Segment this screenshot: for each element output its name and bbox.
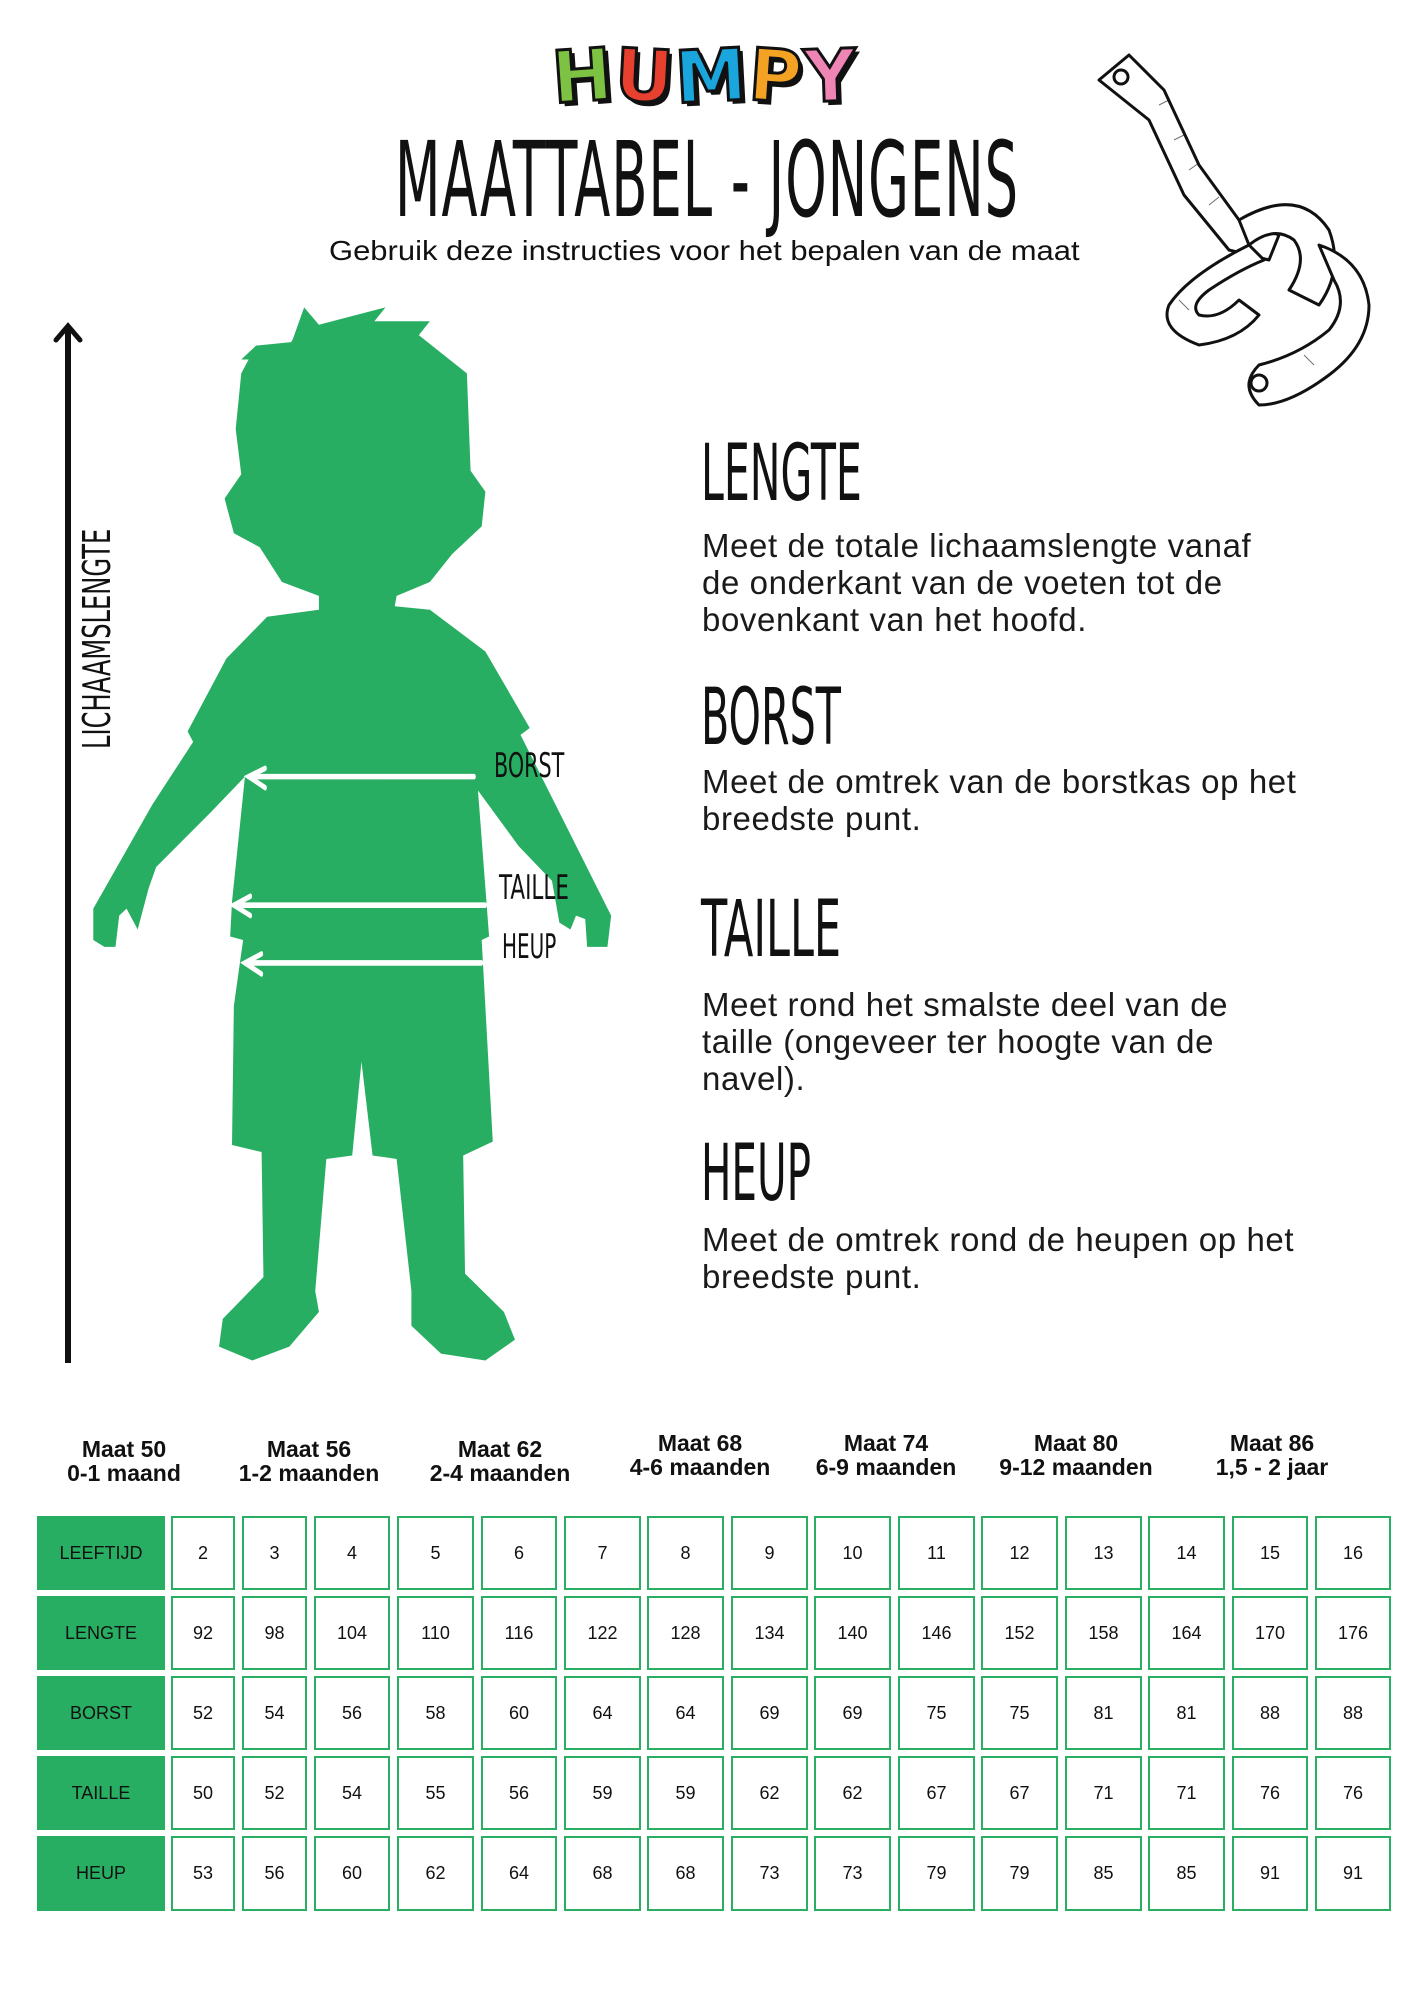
- table-cell: 50: [171, 1756, 235, 1830]
- table-cell: 9: [731, 1516, 808, 1590]
- table-cell: 88: [1232, 1676, 1308, 1750]
- taille-heading-text: TAILLE: [701, 885, 842, 975]
- table-cell: 16: [1315, 1516, 1391, 1590]
- table-cell: 56: [481, 1756, 557, 1830]
- size-group-header: [796, 1431, 976, 1479]
- table-cell: 73: [814, 1836, 891, 1911]
- table-cell: 64: [564, 1676, 641, 1750]
- table-cell: 73: [731, 1836, 808, 1911]
- table-cell: 14: [1148, 1516, 1225, 1590]
- heup-label-text: HEUP: [502, 927, 557, 967]
- age-label: 1,5 - 2 jaar: [1215, 1454, 1329, 1480]
- table-cell: 52: [171, 1676, 235, 1750]
- table-cell: 60: [481, 1676, 557, 1750]
- row-label: LENGTE: [37, 1596, 165, 1670]
- table-cell: 91: [1315, 1836, 1391, 1911]
- table-cell: 92: [171, 1596, 235, 1670]
- logo-letter: U: [612, 32, 676, 120]
- table-cell: 11: [898, 1516, 975, 1590]
- lengte-heading: [701, 429, 862, 519]
- table-cell: 64: [647, 1676, 724, 1750]
- page-title: [395, 119, 1020, 241]
- table-cell: 140: [814, 1596, 891, 1670]
- table-cell: 68: [564, 1836, 641, 1911]
- table-cell: 79: [898, 1836, 975, 1911]
- row-label: HEUP: [37, 1836, 165, 1911]
- size-label: Maat 74: [843, 1430, 929, 1456]
- size-label: Maat 50: [81, 1436, 167, 1462]
- table-cell: 91: [1232, 1836, 1308, 1911]
- lengte-heading-text: LENGTE: [701, 429, 862, 519]
- age-label: 4-6 maanden: [629, 1454, 771, 1480]
- table-cell: 58: [397, 1676, 474, 1750]
- table-cell: 176: [1315, 1596, 1391, 1670]
- age-label: 9-12 maanden: [999, 1454, 1153, 1480]
- table-cell: 56: [314, 1676, 390, 1750]
- text-line: breedste punt.: [702, 800, 922, 837]
- size-label: Maat 56: [266, 1436, 352, 1462]
- table-cell: 59: [564, 1756, 641, 1830]
- size-group-header: [34, 1437, 214, 1485]
- taille-heading: [701, 885, 842, 975]
- size-group-header: [610, 1431, 790, 1479]
- table-cell: 76: [1232, 1756, 1308, 1830]
- table-cell: 60: [314, 1836, 390, 1911]
- text-line: bovenkant van het hoofd.: [702, 601, 1088, 638]
- table-cell: 62: [814, 1756, 891, 1830]
- table-cell: 56: [242, 1836, 307, 1911]
- text-line: Meet de totale lichaamslengte vanaf: [702, 527, 1252, 564]
- table-cell: 98: [242, 1596, 307, 1670]
- table-cell: 110: [397, 1596, 474, 1670]
- heup-label: [502, 927, 557, 967]
- size-group-header: [1182, 1431, 1362, 1479]
- table-cell: 4: [314, 1516, 390, 1590]
- table-cell: 64: [481, 1836, 557, 1911]
- logo-letter: M: [672, 32, 749, 120]
- table-cell: 122: [564, 1596, 641, 1670]
- table-cell: 52: [242, 1756, 307, 1830]
- text-line: navel).: [702, 1060, 806, 1097]
- table-cell: 54: [314, 1756, 390, 1830]
- text-line: Meet de omtrek van de borstkas op het: [702, 763, 1297, 800]
- lengte-description: [702, 527, 1251, 638]
- table-cell: 170: [1232, 1596, 1308, 1670]
- taille-description: [702, 986, 1228, 1097]
- size-group-header: [219, 1437, 399, 1485]
- table-cell: 15: [1232, 1516, 1308, 1590]
- table-cell: 71: [1148, 1756, 1225, 1830]
- humpy-logo: [549, 32, 858, 120]
- table-cell: 54: [242, 1676, 307, 1750]
- table-cell: 62: [397, 1836, 474, 1911]
- size-group-header: [410, 1437, 590, 1485]
- table-cell: 13: [1065, 1516, 1142, 1590]
- table-cell: 6: [481, 1516, 557, 1590]
- table-cell: 146: [898, 1596, 975, 1670]
- table-cell: 116: [481, 1596, 557, 1670]
- table-cell: 53: [171, 1836, 235, 1911]
- table-cell: 104: [314, 1596, 390, 1670]
- table-cell: 2: [171, 1516, 235, 1590]
- table-cell: 88: [1315, 1676, 1391, 1750]
- borst-label: [494, 746, 565, 786]
- text-line: taille (ongeveer ter hoogte van de: [702, 1023, 1215, 1060]
- table-cell: 3: [242, 1516, 307, 1590]
- table-cell: 75: [898, 1676, 975, 1750]
- table-cell: 79: [981, 1836, 1058, 1911]
- taille-label-text: TAILLE: [499, 868, 569, 908]
- table-cell: 5: [397, 1516, 474, 1590]
- age-label: 2-4 maanden: [429, 1460, 571, 1486]
- heup-heading-text: HEUP: [701, 1129, 812, 1219]
- table-cell: 81: [1148, 1676, 1225, 1750]
- logo-letter: H: [549, 32, 616, 120]
- table-cell: 85: [1065, 1836, 1142, 1911]
- age-label: 1-2 maanden: [238, 1460, 380, 1486]
- table-cell: 164: [1148, 1596, 1225, 1670]
- heup-description: [702, 1221, 1294, 1295]
- size-label: Maat 68: [657, 1430, 743, 1456]
- table-cell: 71: [1065, 1756, 1142, 1830]
- taille-label: [499, 868, 569, 908]
- table-cell: 12: [981, 1516, 1058, 1590]
- table-cell: 55: [397, 1756, 474, 1830]
- page-title-text: MAATTABEL - JONGENS: [395, 119, 1020, 241]
- table-cell: 59: [647, 1756, 724, 1830]
- borst-description: [702, 763, 1297, 837]
- table-cell: 75: [981, 1676, 1058, 1750]
- tape-measure-icon: [1089, 45, 1374, 430]
- age-label: 0-1 maand: [67, 1460, 181, 1486]
- table-cell: 81: [1065, 1676, 1142, 1750]
- table-cell: 10: [814, 1516, 891, 1590]
- table-cell: 68: [647, 1836, 724, 1911]
- table-cell: 69: [814, 1676, 891, 1750]
- table-cell: 8: [647, 1516, 724, 1590]
- text-line: Meet de omtrek rond de heupen op het: [702, 1221, 1295, 1258]
- table-cell: 76: [1315, 1756, 1391, 1830]
- boy-silhouette: [60, 290, 640, 1380]
- table-cell: 128: [647, 1596, 724, 1670]
- borst-label-text: BORST: [494, 746, 565, 786]
- text-line: Meet rond het smalste deel van de: [702, 986, 1229, 1023]
- table-cell: 69: [731, 1676, 808, 1750]
- height-label-text: LICHAAMSLENGTE: [75, 528, 119, 749]
- row-label: LEEFTIJD: [37, 1516, 165, 1590]
- logo-letter: P: [745, 32, 805, 120]
- table-cell: 67: [898, 1756, 975, 1830]
- table-cell: 134: [731, 1596, 808, 1670]
- table-cell: 85: [1148, 1836, 1225, 1911]
- table-cell: 62: [731, 1756, 808, 1830]
- row-label: BORST: [37, 1676, 165, 1750]
- size-label: Maat 86: [1229, 1430, 1315, 1456]
- age-label: 6-9 maanden: [815, 1454, 957, 1480]
- text-line: breedste punt.: [702, 1258, 922, 1295]
- borst-heading: [701, 673, 841, 763]
- table-cell: 158: [1065, 1596, 1142, 1670]
- table-cell: 7: [564, 1516, 641, 1590]
- size-group-header: [986, 1431, 1166, 1479]
- row-label: TAILLE: [37, 1756, 165, 1830]
- borst-heading-text: BORST: [701, 673, 841, 763]
- table-cell: 67: [981, 1756, 1058, 1830]
- text-line: de onderkant van de voeten tot de: [702, 564, 1223, 601]
- heup-heading: [701, 1129, 812, 1219]
- size-label: Maat 62: [457, 1436, 543, 1462]
- page-subtitle: [329, 234, 1080, 268]
- table-cell: 152: [981, 1596, 1058, 1670]
- size-label: Maat 80: [1033, 1430, 1119, 1456]
- page-subtitle-text: Gebruik deze instructies voor het bepalen van de maat: [329, 235, 1080, 266]
- logo-letter: Y: [802, 33, 858, 119]
